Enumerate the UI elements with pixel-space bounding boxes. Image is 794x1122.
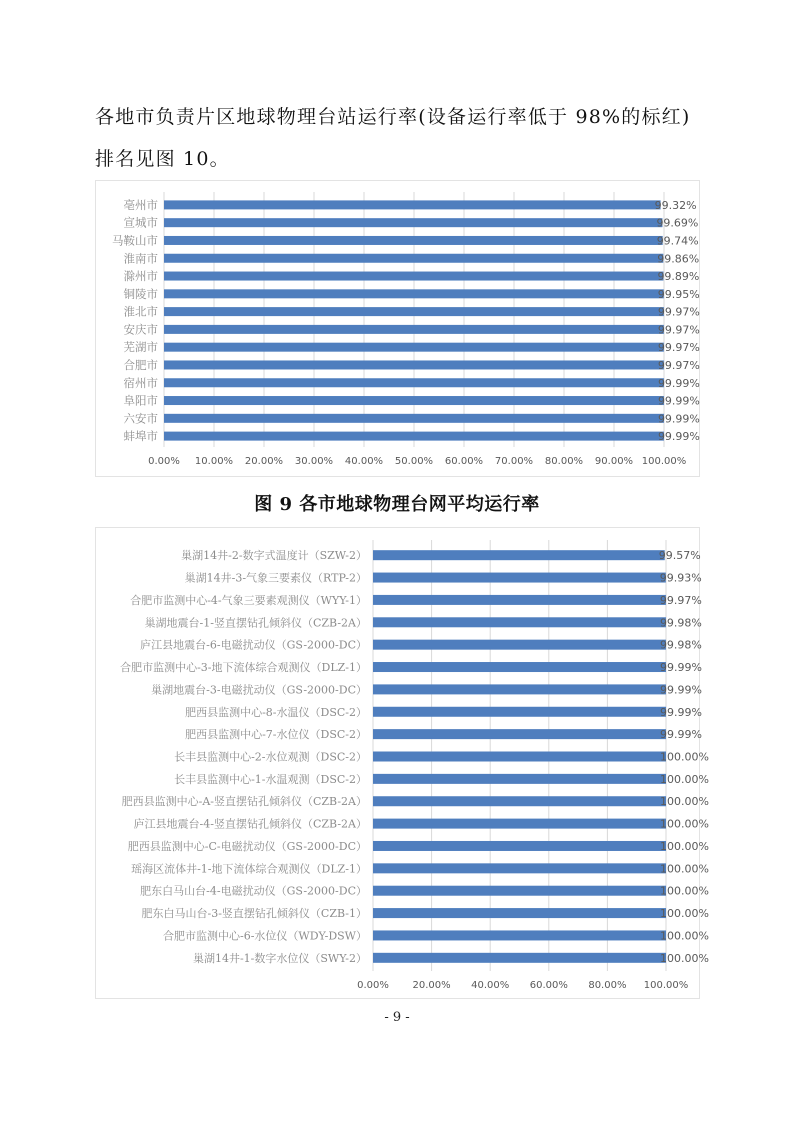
device-category-label: 肥东白马山台-3-竖直摆钻孔倾斜仪（CZB-1） [141, 907, 367, 921]
device-bar [373, 752, 666, 762]
device-bar [373, 684, 666, 694]
device-category-label: 合肥市监测中心-6-水位仪（WDY-DSW） [163, 929, 367, 943]
intro-paragraph [95, 96, 735, 180]
city-bar [164, 236, 663, 245]
device-tick-label: 60.00% [529, 980, 568, 991]
city-bar [164, 272, 663, 281]
city-value-label: 99.99% [657, 430, 700, 444]
city-bar [164, 289, 664, 298]
device-bar [373, 707, 666, 717]
city-category-label: 六安市 [123, 411, 158, 426]
city-bar [164, 307, 664, 316]
city-value-label: 99.97% [657, 323, 700, 337]
city-value-label: 99.97% [657, 358, 700, 372]
device-bar [373, 908, 666, 918]
device-value-label: 99.93% [659, 571, 702, 585]
city-value-label: 99.99% [657, 394, 700, 408]
city-operation-rate-chart [95, 180, 700, 477]
device-category-label: 合肥市监测中心-4-气象三要素观测仪（WYY-1） [130, 593, 367, 607]
city-value-label: 99.99% [657, 412, 700, 426]
city-tick-label: 100.00% [641, 456, 687, 467]
device-bar [373, 729, 666, 739]
city-value-label: 99.74% [656, 234, 699, 248]
device-category-label: 肥西县监测中心-C-电磁扰动仪（GS-2000-DC） [127, 839, 367, 853]
device-bar [373, 662, 666, 672]
city-tick-label: 10.00% [194, 456, 234, 467]
city-tick-label: 70.00% [494, 456, 534, 467]
device-bar [373, 886, 666, 896]
device-bar [373, 774, 666, 784]
device-category-label: 庐江县地震台-4-竖直摆钻孔倾斜仪（CZB-2A） [133, 817, 367, 831]
device-category-label: 巢湖14井-3-气象三要素仪（RTP-2） [184, 571, 367, 585]
device-tick-label: 100.00% [643, 980, 689, 991]
city-category-label: 安庆市 [123, 322, 158, 337]
device-bar [373, 953, 666, 963]
device-category-label: 巢湖地震台-3-电磁扰动仪（GS-2000-DC） [151, 683, 367, 697]
device-category-label: 巢湖14井-1-数字水位仪（SWY-2） [192, 951, 367, 965]
intro-line-1: 各地市负责片区地球物理台站运行率(设备运行率低于 98%的标红) [95, 106, 691, 128]
device-operation-rate-chart [95, 527, 709, 999]
city-bar [164, 432, 664, 441]
city-bar [164, 396, 664, 405]
city-category-label: 阜阳市 [123, 393, 158, 408]
device-bar [373, 573, 666, 583]
city-category-label: 马鞍山市 [112, 233, 158, 248]
city-value-label: 99.97% [657, 305, 700, 319]
device-bar [373, 550, 665, 560]
city-tick-label: 30.00% [294, 456, 334, 467]
city-category-label: 铜陵市 [123, 286, 158, 301]
figure-9-caption: 图 9 各市地球物理台网平均运行率 [254, 494, 540, 515]
device-category-label: 长丰县监测中心-1-水温观测（DSC-2） [174, 772, 367, 786]
device-category-label: 巢湖14井-2-数字式温度计（SZW-2） [181, 549, 367, 563]
device-bar [373, 863, 666, 873]
device-bar [373, 930, 666, 940]
city-category-label: 宿州市 [123, 375, 158, 390]
city-category-label: 合肥市 [123, 357, 158, 372]
device-bar [373, 640, 666, 650]
device-category-label: 肥西县监测中心-A-竖直摆钻孔倾斜仪（CZB-2A） [121, 795, 367, 809]
device-tick-label: 20.00% [412, 980, 451, 991]
city-value-label: 99.89% [657, 270, 700, 284]
device-value-label: 99.97% [659, 593, 702, 607]
device-value-label: 100.00% [660, 795, 709, 809]
device-value-label: 99.99% [659, 683, 702, 697]
page-number: - 9 - [384, 1010, 410, 1025]
device-category-label: 瑶海区流体井-1-地下流体综合观测仪（DLZ-1） [131, 862, 367, 876]
city-category-label: 亳州市 [123, 197, 158, 212]
device-value-label: 99.99% [659, 728, 702, 742]
device-category-label: 肥东白马山台-4-电磁扰动仪（GS-2000-DC） [140, 884, 367, 898]
device-bar [373, 595, 666, 605]
device-value-label: 99.98% [659, 638, 702, 652]
device-value-label: 100.00% [660, 907, 709, 921]
city-bar [164, 360, 664, 369]
city-value-label: 99.97% [657, 341, 700, 355]
city-tick-label: 60.00% [444, 456, 484, 467]
device-value-label: 100.00% [660, 817, 709, 831]
city-operation-rate-svg [96, 181, 699, 476]
city-value-label: 99.95% [657, 287, 700, 301]
device-bar [373, 819, 666, 829]
city-tick-label: 0.00% [148, 456, 180, 467]
city-tick-label: 40.00% [344, 456, 384, 467]
device-bar [373, 796, 666, 806]
device-value-label: 99.98% [659, 616, 702, 630]
city-bar [164, 254, 663, 263]
device-category-label: 庐江县地震台-6-电磁扰动仪（GS-2000-DC） [140, 638, 367, 652]
device-operation-rate-svg [96, 528, 709, 998]
city-bar [164, 325, 664, 334]
city-category-label: 芜湖市 [123, 340, 158, 355]
device-category-label: 巢湖地震台-1-竖直摆钻孔倾斜仪（CZB-2A） [144, 616, 367, 630]
city-tick-label: 50.00% [394, 456, 434, 467]
device-category-label: 肥西县监测中心-8-水温仪（DSC-2） [185, 705, 367, 719]
device-value-label: 100.00% [660, 929, 709, 943]
city-bar [164, 414, 664, 423]
device-value-label: 100.00% [660, 750, 709, 764]
device-value-label: 99.99% [659, 705, 702, 719]
city-tick-label: 90.00% [594, 456, 634, 467]
city-category-label: 滁州市 [123, 269, 158, 284]
device-tick-label: 0.00% [357, 980, 389, 991]
device-tick-label: 80.00% [588, 980, 627, 991]
device-value-label: 100.00% [660, 839, 709, 853]
device-value-label: 100.00% [660, 951, 709, 965]
device-bar [373, 617, 666, 627]
city-category-label: 蚌埠市 [123, 429, 158, 444]
device-value-label: 100.00% [660, 862, 709, 876]
city-bar [164, 200, 661, 209]
city-tick-label: 80.00% [544, 456, 584, 467]
device-category-label: 合肥市监测中心-3-地下流体综合观测仪（DLZ-1） [120, 661, 367, 675]
city-value-label: 99.32% [654, 198, 697, 212]
city-value-label: 99.69% [656, 216, 699, 230]
city-bar [164, 378, 664, 387]
device-value-label: 99.57% [658, 549, 701, 563]
city-tick-label: 20.00% [244, 456, 284, 467]
device-value-label: 99.99% [659, 661, 702, 675]
city-category-label: 淮北市 [123, 304, 158, 319]
city-value-label: 99.99% [657, 376, 700, 390]
device-bar [373, 841, 666, 851]
city-value-label: 99.86% [657, 252, 700, 266]
city-bar [164, 218, 662, 227]
device-category-label: 长丰县监测中心-2-水位观测（DSC-2） [174, 750, 367, 764]
device-tick-label: 40.00% [471, 980, 510, 991]
device-category-label: 肥西县监测中心-7-水位仪（DSC-2） [185, 728, 367, 742]
intro-line-2: 排名见图 10。 [95, 148, 230, 170]
device-value-label: 100.00% [660, 884, 709, 898]
city-bar [164, 343, 664, 352]
device-value-label: 100.00% [660, 772, 709, 786]
city-category-label: 宣城市 [123, 215, 158, 230]
city-category-label: 淮南市 [123, 251, 158, 266]
